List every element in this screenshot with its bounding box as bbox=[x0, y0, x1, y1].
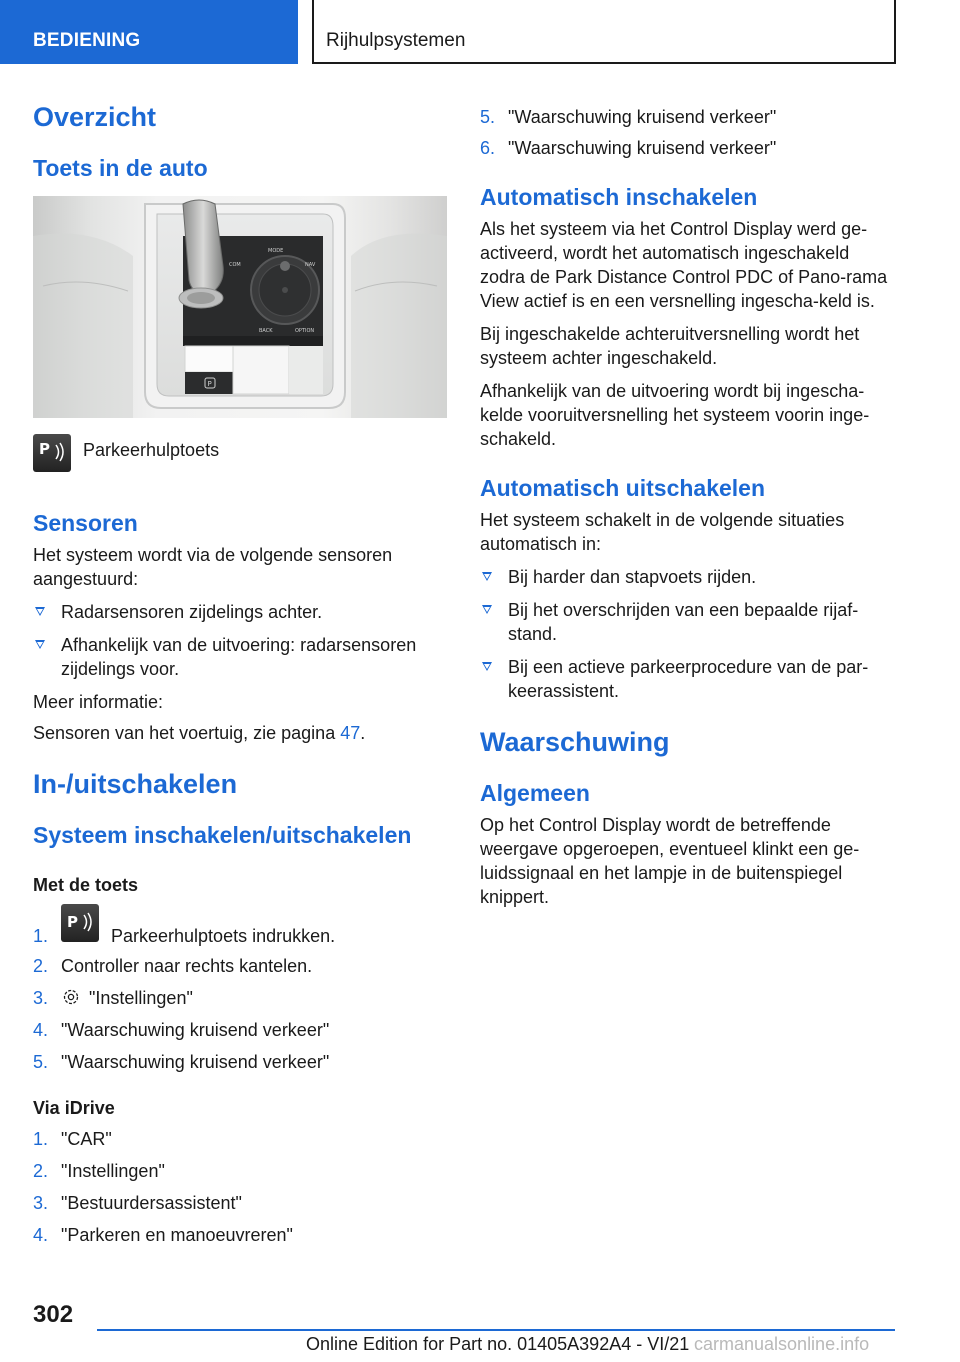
list-item: 1. P Parkeerhulptoets indrukken. bbox=[33, 904, 447, 944]
list-item: 2. Controller naar rechts kantelen. bbox=[33, 956, 313, 976]
auto-uit-list bbox=[480, 565, 895, 703]
heading-toets-in-de-auto: Toets in de auto bbox=[33, 155, 208, 181]
watermark-text: carmanualsonline.info bbox=[694, 1334, 870, 1354]
console-label-nav: NAV bbox=[305, 262, 316, 268]
heading-overzicht: Overzicht bbox=[33, 102, 157, 132]
page-number: 302 bbox=[33, 1301, 74, 1328]
parking-button-label: Parkeerhulptoets bbox=[83, 440, 220, 460]
triangle-bullet-icon bbox=[482, 662, 492, 671]
console-label-com: COM bbox=[229, 262, 241, 268]
sensor-list bbox=[33, 600, 447, 681]
section-title: BEDIENING bbox=[33, 30, 141, 51]
list-item: Bij een actieve parkeerprocedure van de par-keerassistent. bbox=[480, 655, 895, 703]
list-item: Radarsensoren zijdelings achter. bbox=[33, 600, 447, 624]
right-column bbox=[480, 105, 895, 909]
list-item: 1. "CAR" bbox=[33, 1129, 112, 1149]
steps-continued bbox=[480, 105, 895, 160]
list-item: Bij harder dan stapvoets rijden. bbox=[480, 565, 895, 589]
heading-automatisch-inschakelen: Automatisch inschakelen bbox=[480, 184, 758, 210]
triangle-bullet-icon bbox=[482, 572, 492, 581]
algemeen-paragraph: Op het Control Display wordt de betreffende weergave opgeroepen, eventueel klinkt een ge-luidssignaal en het lampje in de buitenspiegel knippert. bbox=[480, 815, 860, 907]
list-item: 4. "Parkeren en manoeuvreren" bbox=[33, 1225, 293, 1245]
list-item: 3. "Instellingen" bbox=[33, 988, 193, 1008]
list-item: 2. "Instellingen" bbox=[33, 1161, 165, 1181]
list-item: 4. "Waarschuwing kruisend verkeer" bbox=[33, 1020, 330, 1040]
sensoren-reference: Sensoren van het voertuig, zie pagina 47. bbox=[33, 723, 366, 743]
console-photo bbox=[33, 196, 447, 418]
svg-text:P: P bbox=[207, 380, 212, 388]
auto-in-paragraph-1: Als het systeem via het Control Display werd ge-activeerd, wordt het automatisch ingeschakeld zodra de Park Distance Control PDC of Pano-rama View actief is en een versnelling ingescha-keld is. bbox=[480, 219, 888, 311]
console-label-mode: MODE bbox=[268, 248, 284, 254]
heading-algemeen: Algemeen bbox=[480, 780, 590, 806]
meer-informatie: Meer informatie: bbox=[33, 692, 164, 712]
heading-via-idrive: Via iDrive bbox=[33, 1098, 115, 1118]
chapter-title: Rijhulpsystemen bbox=[326, 30, 466, 51]
heading-automatisch-uitschakelen: Automatisch uitschakelen bbox=[480, 475, 766, 501]
list-item: 5. "Waarschuwing kruisend verkeer" bbox=[480, 107, 777, 127]
heading-in-uitschakelen: In-/uitschakelen bbox=[33, 769, 238, 799]
heading-met-de-toets: Met de toets bbox=[33, 875, 139, 895]
heading-waarschuwing: Waarschuwing bbox=[480, 727, 670, 757]
console-label-option: OPTION bbox=[295, 328, 315, 334]
gear-icon bbox=[61, 987, 81, 1007]
parking-assist-icon: P bbox=[61, 904, 99, 942]
console-label-back: BACK bbox=[259, 328, 273, 334]
footer-divider bbox=[97, 1329, 895, 1331]
left-column bbox=[33, 100, 447, 1247]
chapter-tab bbox=[312, 0, 896, 64]
parking-button-caption bbox=[33, 434, 447, 480]
section-tab bbox=[0, 0, 298, 64]
console-illustration bbox=[33, 196, 447, 418]
parking-assist-icon: P bbox=[33, 434, 71, 472]
heading-systeem-inschakelen: Systeem inschakelen/uitschakelen bbox=[33, 822, 412, 848]
page-link[interactable]: 47 bbox=[340, 723, 361, 743]
steps-via-idrive bbox=[33, 1127, 447, 1247]
auto-uit-intro: Het systeem schakelt in de volgende situaties automatisch in: bbox=[480, 510, 845, 554]
steps-met-toets bbox=[33, 904, 447, 1074]
triangle-bullet-icon bbox=[482, 605, 492, 614]
list-item: Afhankelijk van de uitvoering: radarsensoren zijdelings voor. bbox=[33, 633, 447, 681]
triangle-bullet-icon bbox=[35, 640, 45, 649]
auto-in-paragraph-3: Afhankelijk van de uitvoering wordt bij ingescha-kelde vooruitversnelling het systeem voorin inge-schakeld. bbox=[480, 381, 870, 449]
triangle-bullet-icon bbox=[35, 607, 45, 616]
sensoren-intro: Het systeem wordt via de volgende sensoren aangestuurd: bbox=[33, 545, 393, 589]
auto-in-paragraph-2: Bij ingeschakelde achteruitversnelling wordt het systeem achter ingeschakeld. bbox=[480, 324, 860, 368]
list-item: 6. "Waarschuwing kruisend verkeer" bbox=[480, 138, 777, 158]
list-item: 3. "Bestuurdersassistent" bbox=[33, 1193, 242, 1213]
edition-text: Online Edition for Part no. 01405A392A4 - VI/21 bbox=[306, 1334, 690, 1354]
list-item: Bij het overschrijden van een bepaalde rijaf-stand. bbox=[480, 598, 895, 646]
list-item: 5. "Waarschuwing kruisend verkeer" bbox=[33, 1052, 330, 1072]
heading-sensoren: Sensoren bbox=[33, 510, 138, 536]
